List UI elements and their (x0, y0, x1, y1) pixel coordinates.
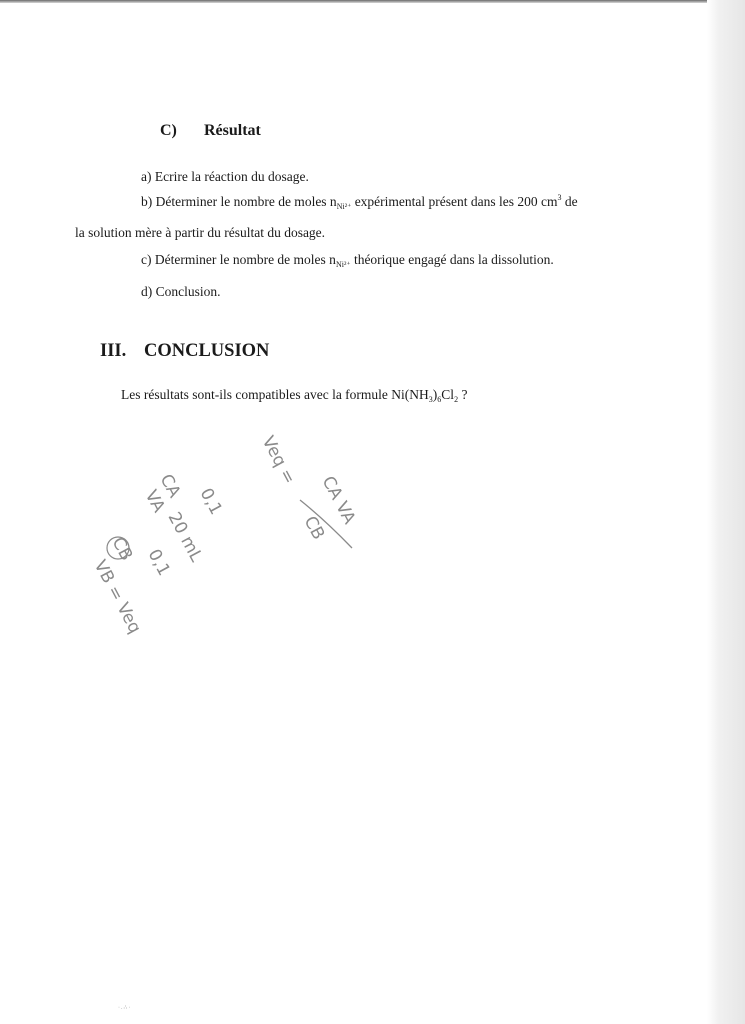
section-c-number: C) (160, 122, 177, 139)
conclusion-question (121, 387, 467, 404)
item-b-superscript: 3 (557, 193, 562, 202)
hw-ca: CA (155, 470, 185, 502)
scan-speck: ·.∴· (118, 1005, 132, 1011)
hw-veq: Veq = (257, 432, 300, 488)
section-iii-title: CONCLUSION (144, 341, 270, 361)
hw-cb-denominator: CB (299, 512, 329, 544)
hw-cb-circle (107, 537, 129, 559)
section-c-heading (160, 122, 261, 140)
section-c-title: Résultat (204, 122, 261, 139)
question-start: Les résultats sont-ils compatibles avec la formule Ni(NH (121, 387, 429, 402)
question-sub-2: 2 (454, 395, 459, 404)
hw-cb-value: 0,1 (143, 545, 174, 580)
question-sub-6: 6 (437, 395, 442, 404)
item-d: d) Conclusion. (141, 284, 221, 299)
item-b-subscript: Ni²⁺ (336, 202, 352, 211)
item-c-subscript: Ni²⁺ (335, 260, 351, 269)
item-a: a) Ecrire la réaction du dosage. (141, 169, 309, 184)
item-c-start: c) Déterminer le nombre de moles n (141, 252, 336, 267)
hw-cb: CB (107, 533, 137, 565)
hw-fraction-bar (300, 500, 352, 548)
item-b-mid: expérimental présent dans les 200 cm (351, 194, 558, 209)
hw-ca-value: 0,1 (195, 484, 226, 519)
question-end: ? (458, 387, 468, 402)
section-iii-heading (100, 341, 269, 362)
section-iii-number: III. (100, 341, 127, 361)
item-c-end: théorique engagé dans la dissolution. (350, 252, 554, 267)
hw-va: VA (140, 486, 169, 516)
question-cl: Cl (441, 387, 455, 402)
item-b-continuation: la solution mère à partir du résultat du dosage. (75, 225, 326, 240)
item-c (141, 252, 554, 269)
item-b-end: de (561, 194, 578, 209)
scan-edge-top (0, 0, 745, 3)
question-sub-3: 3 (428, 395, 433, 404)
scan-edge-right (707, 0, 745, 1024)
item-b (141, 193, 578, 211)
hw-va-value: 20 mL (163, 508, 207, 566)
hw-ca-va: CA VA (317, 472, 360, 528)
hw-vb-eq: VB = Veq (89, 556, 145, 637)
question-paren: ) (432, 387, 438, 402)
item-b-start: b) Déterminer le nombre de moles n (141, 194, 337, 209)
